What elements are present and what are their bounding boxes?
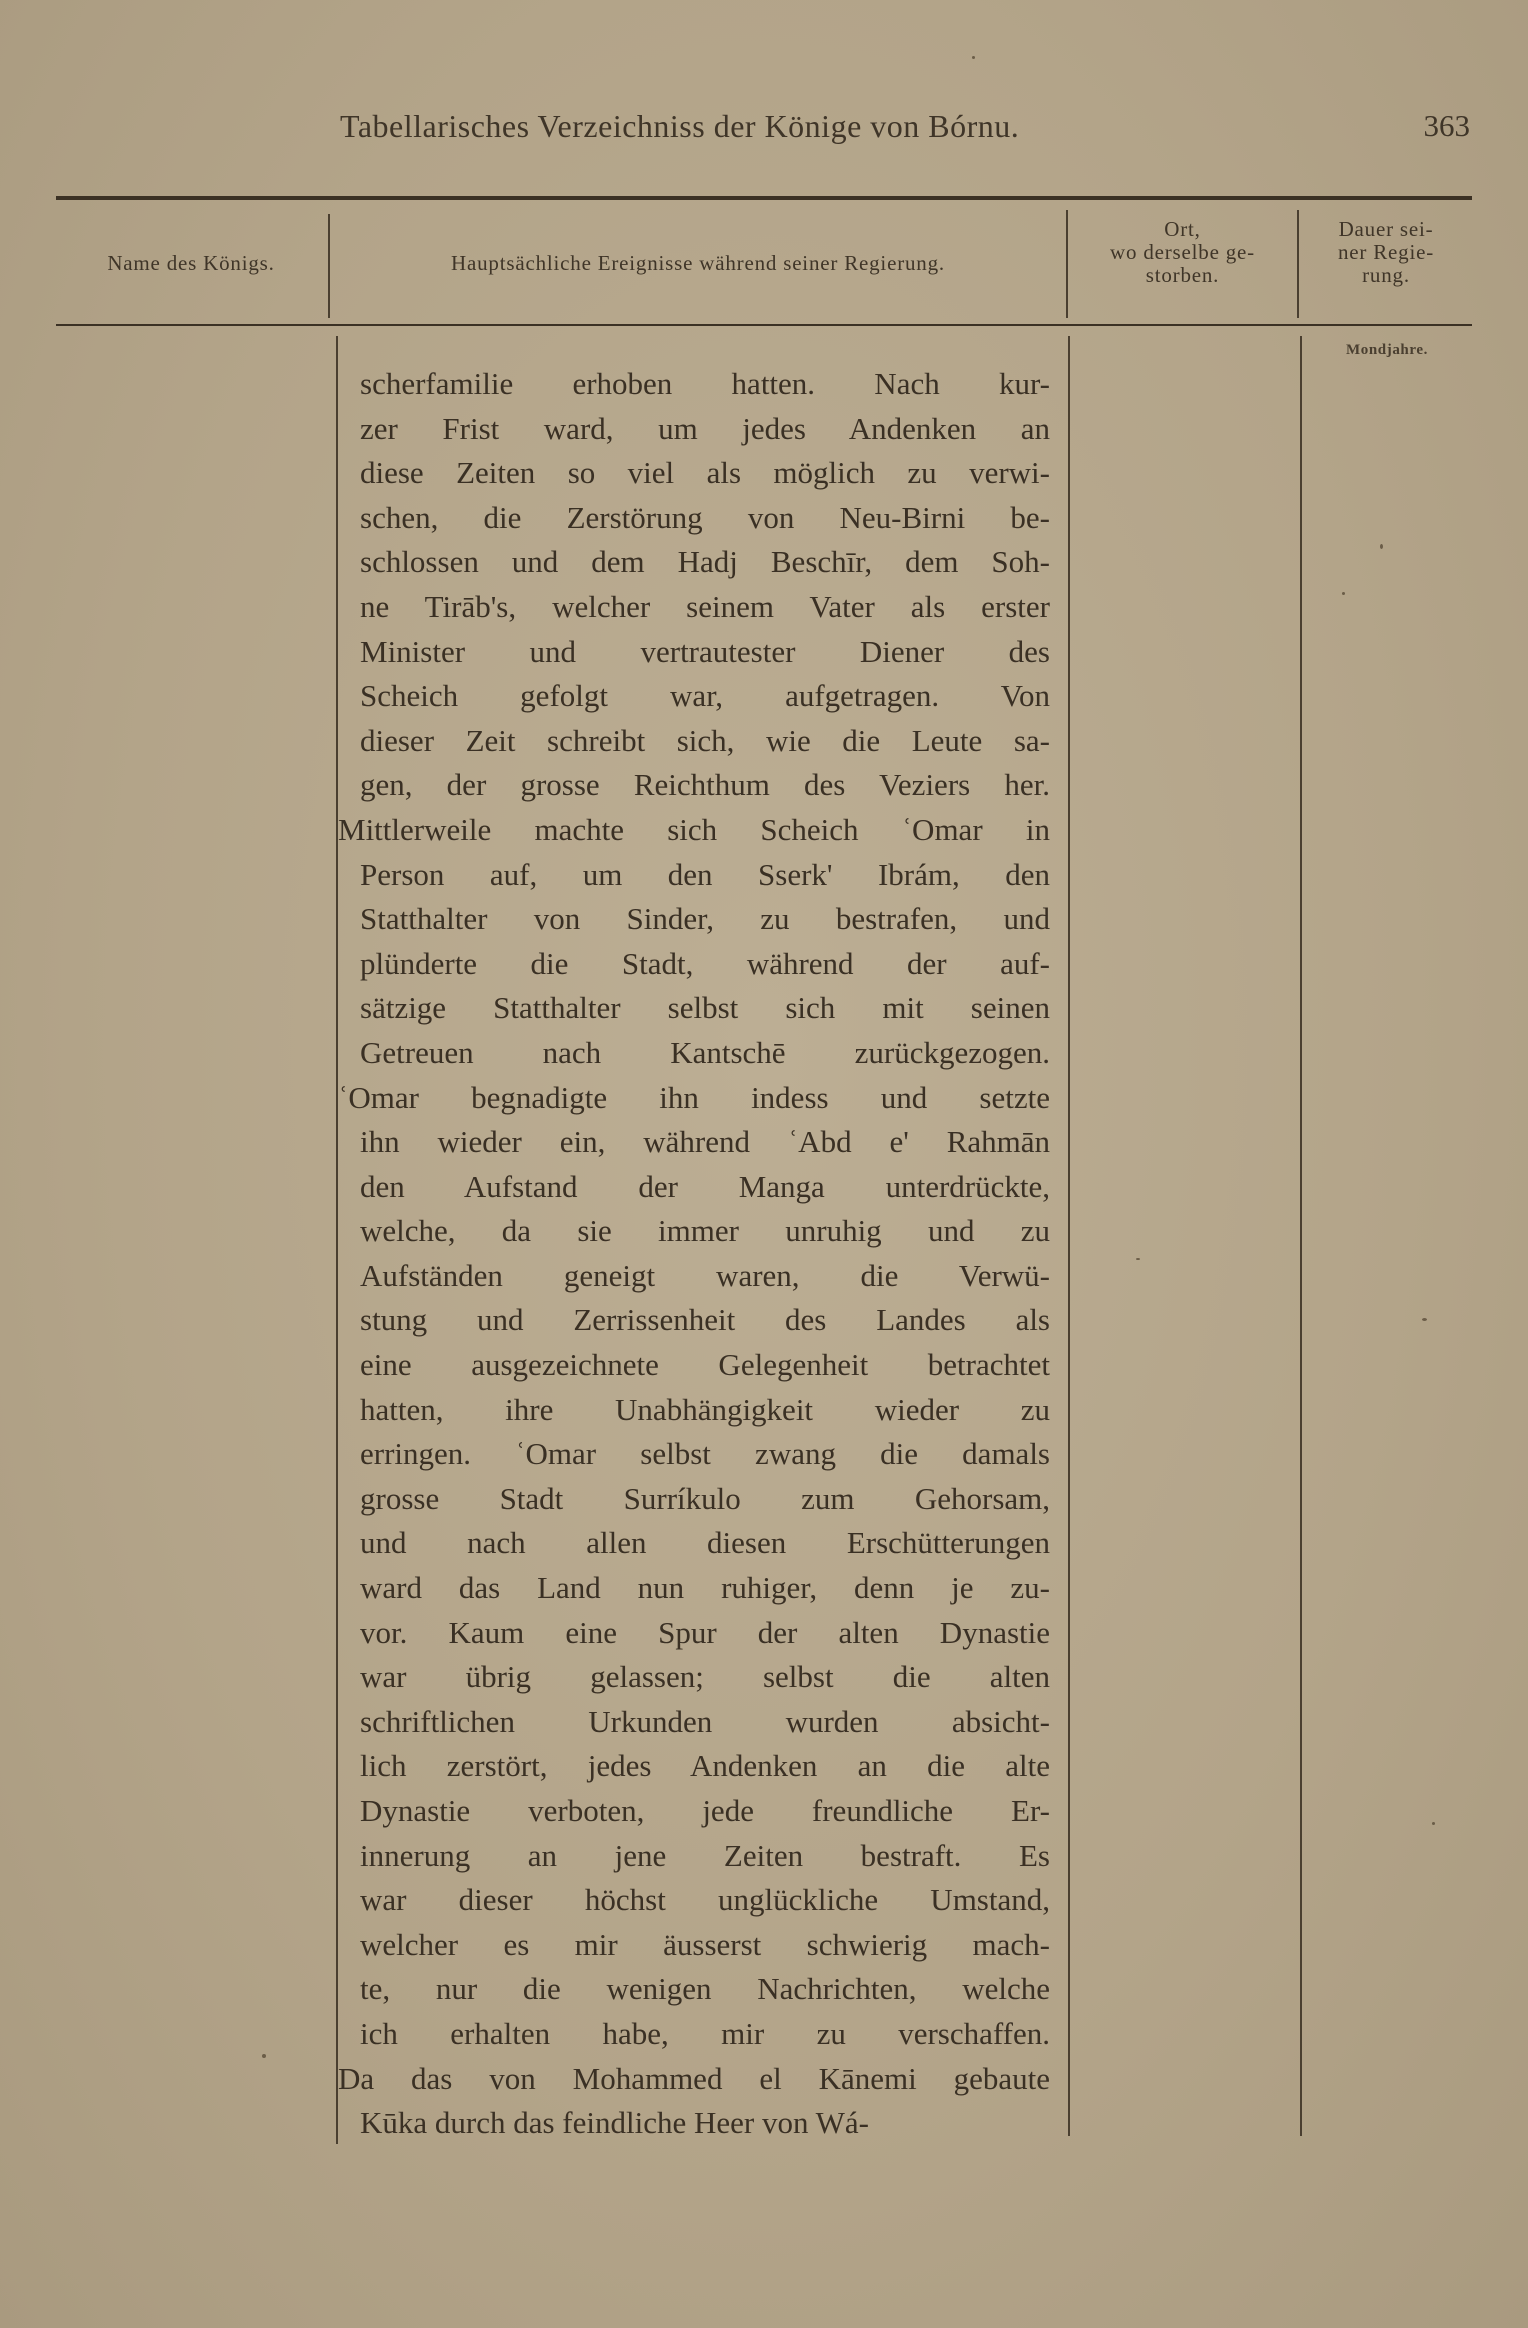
text-line: grosse Stadt Surríkulo zum Gehorsam, xyxy=(360,1480,1050,1516)
paper-speck xyxy=(262,2054,266,2058)
text-line: Mittlerweile machte sich Scheich ʿOmar in xyxy=(338,811,1050,847)
text-line: schen, die Zerstörung von Neu-Birni be- xyxy=(360,499,1050,535)
column-divider-3 xyxy=(1297,210,1299,318)
text-line: Da das von Mohammed el Kānemi gebaute xyxy=(338,2060,1050,2096)
column-header-reign-duration: Dauer sei- ner Regie- rung. xyxy=(1337,217,1435,287)
text-line: lich zerstört, jedes Andenken an die alte xyxy=(360,1748,1050,1784)
text-line: den Aufstand der Manga unterdrückte, xyxy=(360,1168,1050,1204)
paper-speck xyxy=(1380,544,1383,549)
column-divider-1-body xyxy=(336,336,338,2144)
text-line: te, nur die wenigen Nachrichten, welche xyxy=(360,1971,1050,2007)
text-line: diese Zeiten so viel als möglich zu verwi- xyxy=(360,455,1050,491)
text-line: eine ausgezeichnete Gelegenheit betrachtet xyxy=(360,1347,1050,1383)
text-line: gen, der grosse Reichthum des Veziers her. xyxy=(360,767,1050,803)
text-line: Getreuen nach Kantschē zurückgezogen. xyxy=(360,1034,1050,1070)
text-line: welche, da sie immer unruhig und zu xyxy=(360,1213,1050,1249)
text-line: ihn wieder ein, während ʿAbd e' Rahmān xyxy=(360,1124,1050,1160)
text-line: war dieser höchst unglückliche Umstand, xyxy=(360,1882,1050,1918)
page-number: 363 xyxy=(1423,108,1470,143)
paper-speck xyxy=(1136,1258,1140,1260)
text-line: Aufständen geneigt waren, die Verwü- xyxy=(360,1257,1050,1293)
events-text-block xyxy=(338,362,1050,2146)
table-top-rule xyxy=(56,196,1472,200)
text-line: Minister und vertrautester Diener des xyxy=(360,633,1050,669)
text-line: schlossen und dem Hadj Beschīr, dem Soh- xyxy=(360,544,1050,580)
text-line: schriftlichen Urkunden wurden absicht- xyxy=(360,1703,1050,1739)
paper-speck xyxy=(1432,1822,1435,1825)
duration-unit-label: Mondjahre. xyxy=(1346,342,1428,358)
text-line: innerung an jene Zeiten bestraft. Es xyxy=(360,1837,1050,1873)
text-line: ʿOmar begnadigte ihn indess und setzte xyxy=(338,1079,1050,1115)
paper-speck xyxy=(972,56,975,59)
text-line: ich erhalten habe, mir zu verschaffen. xyxy=(360,2015,1050,2051)
paper-speck xyxy=(1422,1318,1427,1321)
column-header-place-of-death: Ort, wo derselbe ge- storben. xyxy=(1110,217,1255,287)
text-line: Person auf, um den Sserk' Ibrám, den xyxy=(360,856,1050,892)
text-line: und nach allen diesen Erschütterungen xyxy=(360,1525,1050,1561)
text-line: scherfamilie erhoben hatten. Nach kur- xyxy=(360,366,1050,401)
text-line: stung und Zerrissenheit des Landes als xyxy=(360,1302,1050,1338)
text-line: Dynastie verboten, jede freundliche Er- xyxy=(360,1793,1050,1828)
running-title: Tabellarisches Verzeichniss der Könige von Bórnu. xyxy=(340,108,1020,144)
text-line: welcher es mir äusserst schwierig mach- xyxy=(360,1926,1050,1962)
text-line: erringen. ʿOmar selbst zwang die damals xyxy=(360,1436,1050,1472)
text-line: war übrig gelassen; selbst die alten xyxy=(360,1659,1050,1695)
paper-speck xyxy=(1342,592,1345,595)
text-line: Kūka durch das feindliche Heer von Wá- xyxy=(360,2105,870,2141)
text-line: hatten, ihre Unabhängigkeit wieder zu xyxy=(360,1391,1050,1427)
text-line: vor. Kaum eine Spur der alten Dynastie xyxy=(360,1614,1050,1650)
text-line: Scheich gefolgt war, aufgetragen. Von xyxy=(360,678,1050,714)
text-line: dieser Zeit schreibt sich, wie die Leute sa- xyxy=(360,722,1050,758)
text-line: sätzige Statthalter selbst sich mit seinen xyxy=(360,990,1050,1026)
text-line: plünderte die Stadt, während der auf- xyxy=(360,945,1050,981)
text-line: zer Frist ward, um jedes Andenken an xyxy=(360,410,1050,446)
column-divider-3-body xyxy=(1300,336,1302,2136)
text-line: ward das Land nun ruhiger, denn je zu- xyxy=(360,1570,1050,1606)
column-header-name: Name des Königs. xyxy=(107,251,275,275)
column-header-events: Hauptsächliche Ereignisse während seiner Regierung. xyxy=(451,251,945,275)
table-header-rule xyxy=(56,324,1472,326)
text-line: ne Tirāb's, welcher seinem Vater als erster xyxy=(360,588,1050,624)
text-line: Statthalter von Sinder, zu bestrafen, und xyxy=(360,901,1050,937)
column-divider-2-body xyxy=(1068,336,1070,2136)
